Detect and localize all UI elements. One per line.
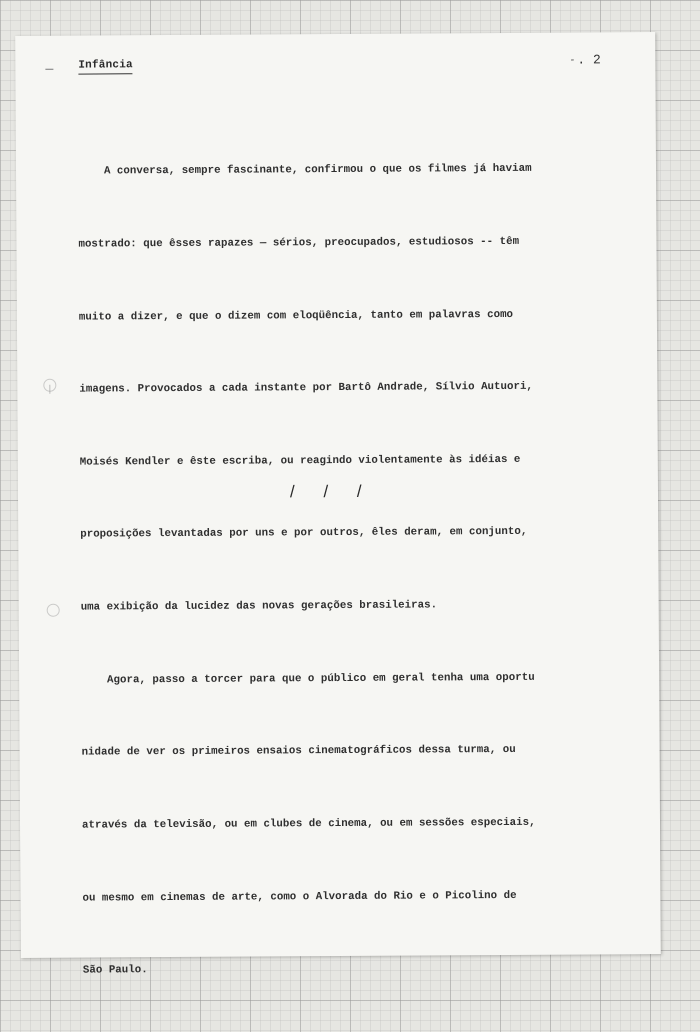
text-line: proposições levantadas por uns e por outros, êles deram, em conjunto, xyxy=(80,526,528,542)
body-text xyxy=(78,108,624,1031)
text-line: Agora, passo a torcer para que o público em geral tenha uma oportu xyxy=(81,671,535,687)
punch-hole-mark xyxy=(43,379,56,392)
page-number xyxy=(569,52,601,67)
page-number-dash: - xyxy=(569,55,576,67)
margin-dash-mark xyxy=(45,69,53,70)
closing-slashes: / / / xyxy=(289,481,374,502)
typewritten-page xyxy=(15,32,661,977)
text-line: Moisés Kendler e êste escriba, ou reagindo violentamente às idéias e xyxy=(79,453,521,469)
text-line: nidade de ver os primeiros ensaios cinematográficos dessa turma, ou xyxy=(81,744,516,759)
text-line: uma exibição da lucidez das novas gerações brasileiras. xyxy=(80,599,438,614)
text-line: ou mesmo em cinemas de arte, como o Alvorada do Rio e o Picolino de xyxy=(82,889,517,905)
punch-hole-mark xyxy=(47,604,60,617)
section-title: Infância xyxy=(78,59,133,74)
text-line: mostrado: que êsses rapazes — sérios, preocupados, estudiosos -- têm xyxy=(78,235,520,251)
text-line: São Paulo. xyxy=(82,964,148,977)
text-line: através da televisão, ou em clubes de cinema, ou em sessões especiais, xyxy=(81,816,536,832)
text-line: A conversa, sempre fascinante, confirmou o que os filmes já haviam xyxy=(77,163,532,178)
text-line: imagens. Provocados a cada instante por Bartô Andrade, Sílvio Autuori, xyxy=(79,381,533,396)
text-line: muito a dizer, e que o dizem com eloqüência, tanto em palavras como xyxy=(78,308,514,324)
page-number-value: . 2 xyxy=(577,52,601,68)
